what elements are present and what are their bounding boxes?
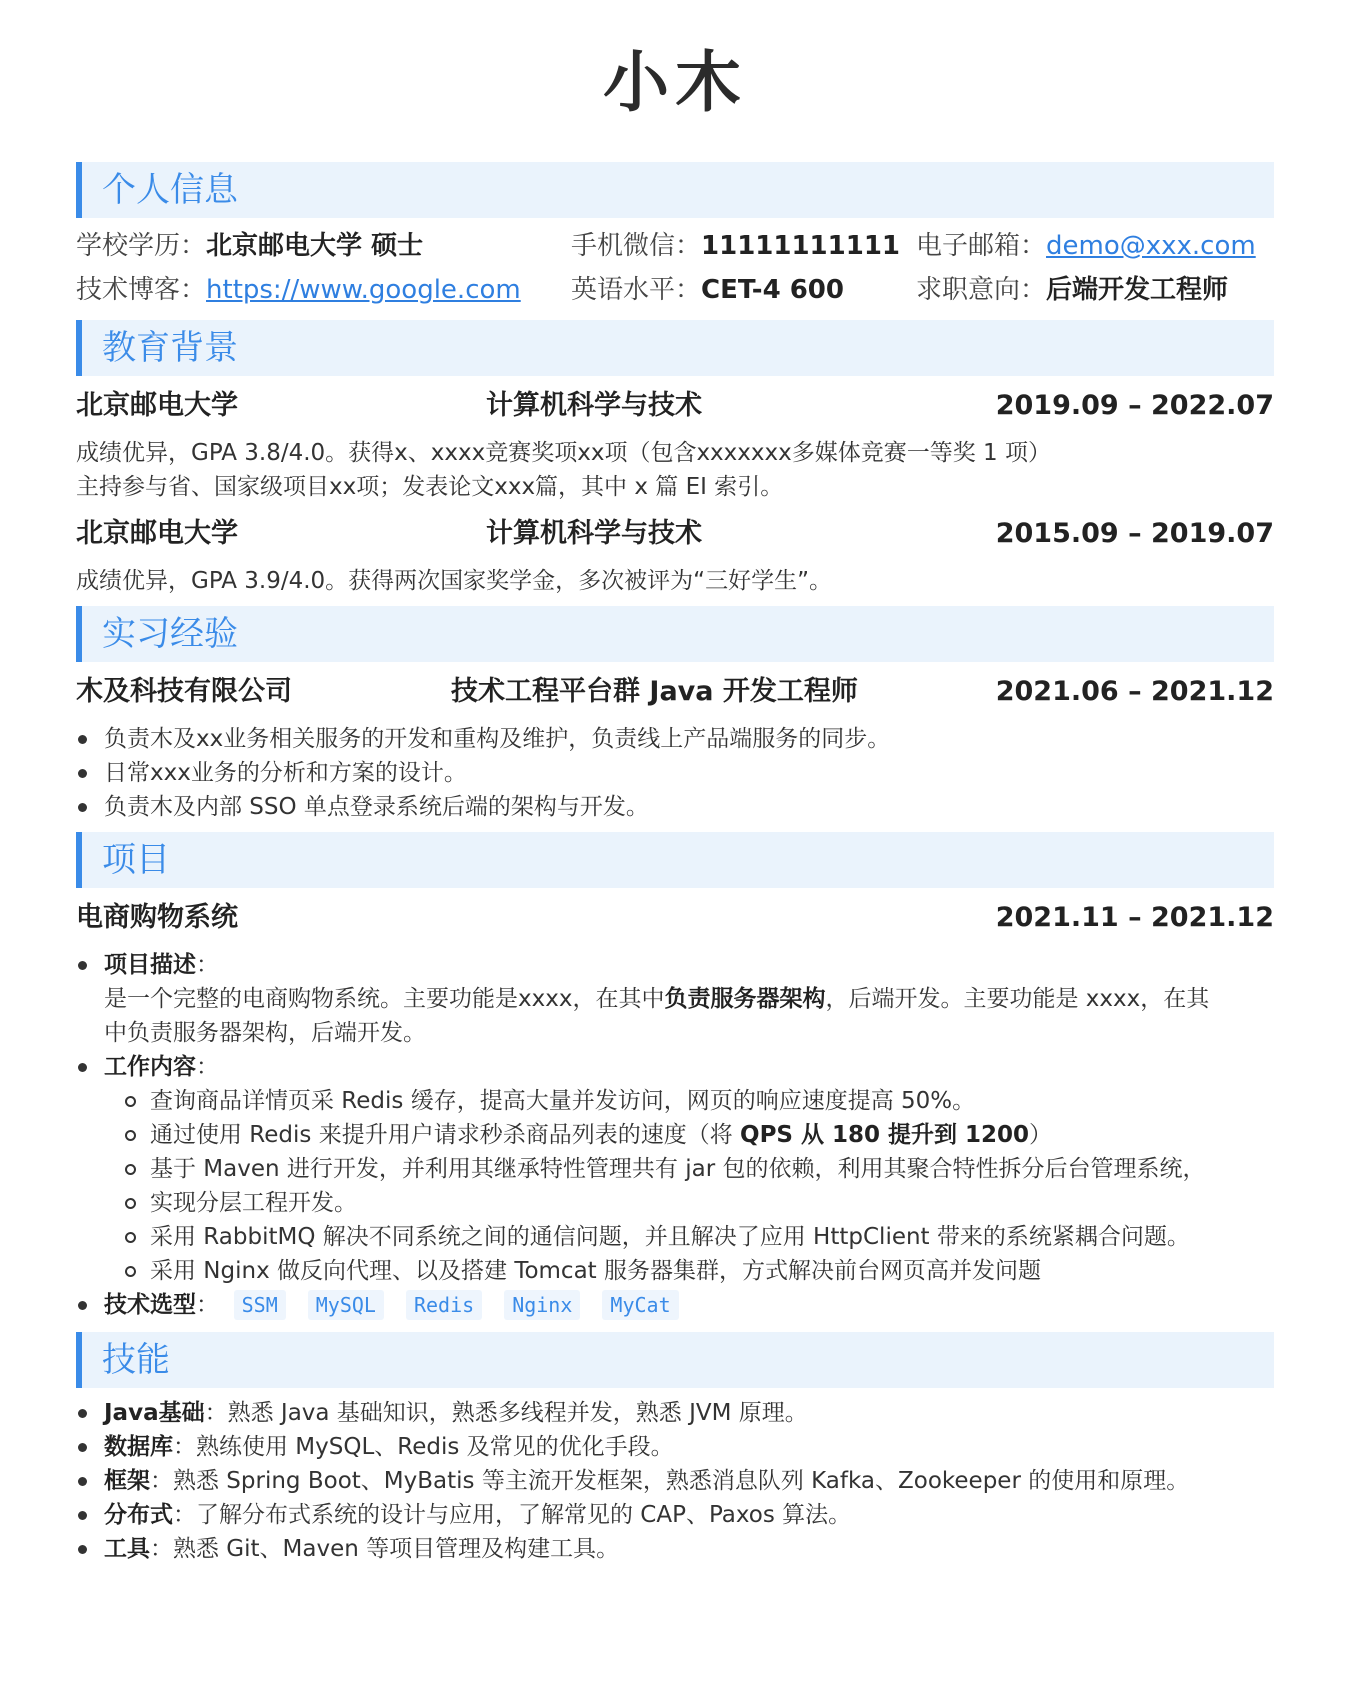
edu-major: 计算机科学与技术 [486,390,702,421]
skill-label: 分布式 [104,1502,173,1528]
skills-list [76,1396,1274,1566]
list-item: 负责木及内部 SSO 单点登录系统后端的架构与开发。 [76,790,1274,824]
section-internship: 实习经验 [76,606,1274,662]
tech-label: 技术选型 [104,1292,196,1318]
tech-tag: Nginx [504,1290,580,1320]
project-desc [76,982,1274,1016]
desc-text: 是一个完整的电商购物系统。主要功能是xxxx，在其中 [104,986,665,1012]
edu-major: 计算机科学与技术 [486,518,702,549]
section-project: 项目 [76,832,1274,888]
edu-date: 2019.09 – 2022.07 [995,390,1274,421]
section-personal-info: 个人信息 [76,162,1274,218]
skill-label: Java基础 [104,1400,205,1426]
list-item [76,1050,1274,1084]
list-item [76,948,1274,982]
skill-label: 工具 [104,1536,150,1562]
resume [76,0,1274,1566]
desc-label: 项目描述 [104,952,196,978]
sub-item: 采用 RabbitMQ 解决不同系统之间的通信问题，并且解决了应用 HttpClient 带来的系统紧耦合问题。 [76,1220,1274,1254]
section-skills: 技能 [76,1332,1274,1388]
blog-link[interactable]: https://www.google.com [206,275,521,305]
job-label: 求职意向： [916,275,1047,305]
tech-tag: SSM [234,1290,286,1320]
intern-date: 2021.06 – 2021.12 [995,676,1274,707]
edu-date: 2015.09 – 2019.07 [995,518,1274,549]
tech-tag: Redis [406,1290,482,1320]
skill-text: ：熟悉 Spring Boot、MyBatis 等主流开发框架，熟悉消息队列 Kafka、Zookeeper 的使用和原理。 [150,1468,1190,1494]
job-value: 后端开发工程师 [1046,275,1229,305]
project-desc-line2: 中负责服务器架构，后端开发。 [104,1020,426,1046]
edu-school: 北京邮电大学 [76,518,238,549]
tech-tag: MySQL [308,1290,384,1320]
colon: ： [196,1054,219,1080]
skill-item [76,1430,1274,1464]
phone-value: 11111111111 [701,231,901,261]
intern-header [76,662,1274,722]
skill-text: ：熟悉 Git、Maven 等项目管理及构建工具。 [150,1536,620,1562]
sub-item: 采用 Nginx 做反向代理、以及搭建 Tomcat 服务器集群，方式解决前台网页高并发问题 [76,1254,1274,1288]
phone-label: 手机微信： [571,231,702,261]
desc-text: ，后端开发。主要功能是 xxxx，在其 [825,986,1210,1012]
work-bold: QPS 从 180 提升到 1200 [740,1122,1030,1148]
project-header [76,888,1274,948]
email-label: 电子邮箱： [916,231,1047,261]
edu-header-2 [76,504,1274,564]
work-text: 通过使用 Redis 来提升用户请求秒杀商品列表的速度（将 [150,1122,741,1148]
list-item [76,1288,1274,1322]
intern-position: 技术工程平台群 Java 开发工程师 [451,676,858,707]
skill-label: 框架 [104,1468,150,1494]
email-link[interactable]: demo@xxx.com [1046,231,1256,261]
sub-item: 基于 Maven 进行开发，并利用其继承特性管理共有 jar 包的依赖，利用其聚合特性拆分后台管理系统， [76,1152,1274,1186]
resume-name: 小木 [603,43,747,121]
skill-item [76,1498,1274,1532]
colon: ： [196,1292,219,1318]
tech-tag: MyCat [602,1290,678,1320]
section-education: 教育背景 [76,320,1274,376]
sub-item: 查询商品详情页采 Redis 缓存，提高大量并发访问，网页的响应速度提高 50%。 [76,1084,1274,1118]
skill-item [76,1464,1274,1498]
intern-company: 木及科技有限公司 [76,676,292,707]
edu-desc: 主持参与省、国家级项目xx项；发表论文xxx篇，其中 x 篇 EI 索引。 [76,474,784,500]
skill-item [76,1396,1274,1430]
intern-list [76,722,1274,824]
school-label: 学校学历： [76,231,207,261]
skill-text: ：熟悉 Java 基础知识，熟悉多线程并发，熟悉 JVM 原理。 [204,1400,808,1426]
list-item: 负责木及xx业务相关服务的开发和重构及维护，负责线上产品端服务的同步。 [76,722,1274,756]
skill-text: ：熟练使用 MySQL、Redis 及常见的优化手段。 [173,1434,674,1460]
colon: ： [196,952,219,978]
project-list [76,948,1274,982]
sub-item [76,1118,1274,1152]
sub-item-cont [76,1186,1274,1220]
work-text: ） [1029,1122,1053,1148]
skill-item [76,1532,1274,1566]
english-label: 英语水平： [571,275,702,305]
work-text: 实现分层工程开发。 [150,1190,357,1216]
project-name: 电商购物系统 [76,902,238,933]
info-row-2 [76,268,1274,312]
edu-desc: 成绩优异，GPA 3.8/4.0。获得x、xxxx竞赛奖项xx项（包含xxxxxxx多媒体竞赛一等奖 1 项） [76,440,1051,466]
english-value: CET-4 600 [701,275,844,305]
work-label: 工作内容 [104,1054,196,1080]
skill-text: ：了解分布式系统的设计与应用，了解常见的 CAP、Paxos 算法。 [173,1502,852,1528]
edu-header-1 [76,376,1274,436]
work-list [76,1050,1274,1322]
desc-bold: 负责服务器架构 [664,986,826,1012]
info-row-1 [76,224,1274,268]
project-date: 2021.11 – 2021.12 [995,902,1274,933]
list-item: 日常xxx业务的分析和方案的设计。 [76,756,1274,790]
school-value: 北京邮电大学 硕士 [206,231,424,261]
blog-label: 技术博客： [76,275,207,305]
edu-desc: 成绩优异，GPA 3.9/4.0。获得两次国家奖学金，多次被评为“三好学生”。 [76,568,833,594]
edu-school: 北京邮电大学 [76,390,238,421]
skill-label: 数据库 [104,1434,173,1460]
